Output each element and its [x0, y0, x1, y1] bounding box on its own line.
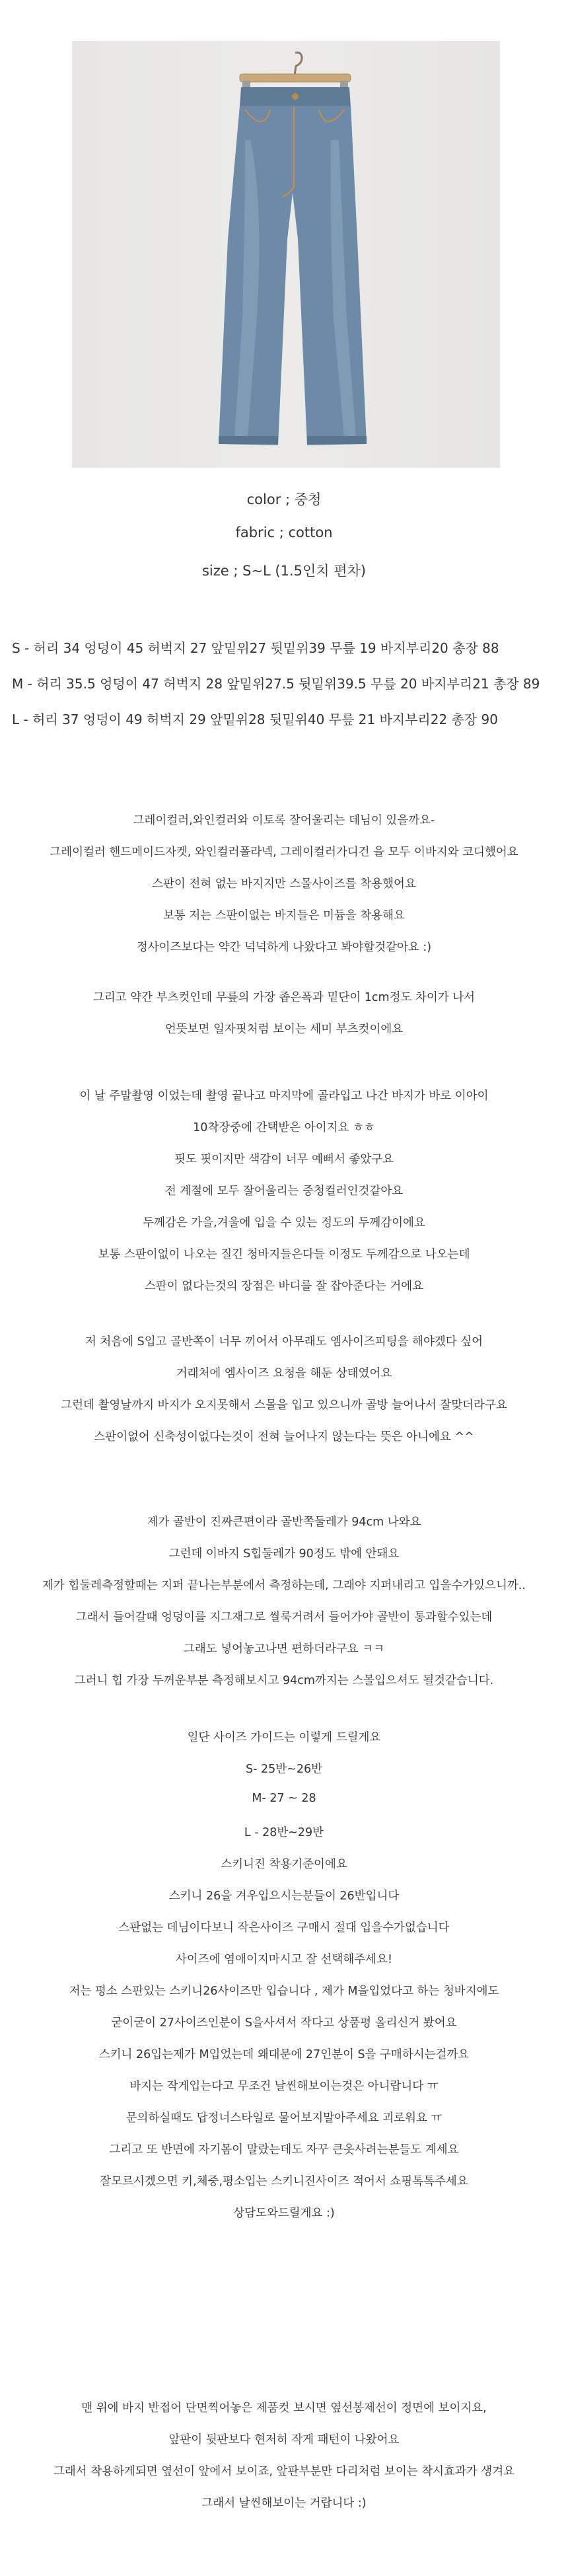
product-size-range: size ; S~L (1.5인치 편차)	[201, 563, 367, 579]
description-line: 스판이없어 신축성이없다는것이 전혀 늘어나지 않는다는 뜻은 아니에요 ^^	[94, 1430, 474, 1444]
description-line: 상담도와드릴게요 :)	[233, 2207, 335, 2220]
description-line: 그런데 촬영날까지 바지가 오지못해서 스몰을 입고 있으니까 골방 늘어나서 잘맞더라구요	[61, 1399, 507, 1412]
size-row-s: S - 허리 34 엉덩이 45 허벅지 27 앞밑위27 뒷밑위39 무릎 19 바지부리20 총장 88	[12, 640, 499, 656]
description-line: 그래서 착용하게되면 옆선이 앞에서 보이죠, 앞판부분만 다리처럼 보이는 착시효과가 생겨요	[53, 2465, 515, 2478]
description-line: M- 27 ~ 28	[252, 1792, 316, 1805]
description-line: 스판이 없다는것의 장점은 바디를 잘 잡아준다는 거에요	[144, 1280, 424, 1293]
description-line: 스키니진 착용기준이에요	[221, 1858, 347, 1871]
description-line: 제가 힙둘레측정할때는 지퍼 끝나는부분에서 측정하는데, 그래야 지퍼내리고 입을수가있으니까..	[42, 1579, 526, 1592]
description-line: 그레이컬러,와인컬러와 이토록 잘어울리는 데님이 있을까요-	[133, 814, 435, 827]
description-line: 언뜻보면 일자핏처럼 보이는 세미 부츠컷이에요	[164, 1023, 404, 1036]
description-line: 정사이즈보다는 약간 넉넉하게 나왔다고 봐야할것같아요 :)	[136, 941, 432, 954]
description-line: 스판이 전혀 없는 바지지만 스몰사이즈를 착용했어요	[152, 877, 416, 891]
description-line: 문의하실때도 답정너스타일로 물어보지말아주세요 괴로워요 ㅠ	[125, 2112, 443, 2125]
description-line: 앞판이 뒷판보다 현저히 작게 패턴이 나왔어요	[168, 2433, 400, 2447]
description-line: 보통 저는 스판이없는 바지들은 미듐을 착용해요	[163, 909, 405, 922]
description-line: 잘모르시겠으면 키,체중,평소입는 스키니진사이즈 적어서 쇼핑톡톡주세요	[100, 2175, 468, 2188]
description-line: 그래서 들어갈때 엉덩이를 지그재그로 씰룩거려서 들어가야 골반이 통과할수있는데	[75, 1611, 493, 1624]
description-line: L - 28반~29반	[244, 1826, 324, 1839]
description-line: 보통 스판이없이 나오는 질긴 청바지들은다들 이정도 두께감으로 나오는데	[98, 1248, 470, 1261]
description-line: 그런데 이바지 S힙둘레가 90정도 밖에 안돼요	[168, 1547, 400, 1561]
description-line: 제가 골반이 진짜큰편이라 골반쪽둘레가 94cm 나와요	[147, 1516, 421, 1529]
description-line: 핏도 핏이지만 색감이 너무 예뻐서 좋았구요	[174, 1153, 394, 1166]
description-line: 굳이굳이 27사이즈인분이 S을사셔서 작다고 상품평 올리신거 봤어요	[111, 2016, 457, 2030]
description-line: 사이즈에 염애이지마시고 잘 선택해주세요!	[176, 1953, 392, 1966]
description-line: 두께감은 가을,겨울에 입을 수 있는 정도의 두께감이에요	[143, 1216, 425, 1230]
description-line: 그래서 날씬해보이는 거랍니다 :)	[201, 2497, 367, 2510]
description-line: 그리고 약간 부츠컷인데 무릎의 가장 좁은폭과 밑단이 1cm정도 차이가 나서	[92, 991, 476, 1004]
description-line: 전 계절에 모두 잘어울리는 중청컬러인것같아요	[164, 1185, 404, 1198]
description-line: 스판없는 데님이다보니 작은사이즈 구매시 절대 입을수가없습니다	[118, 1921, 450, 1934]
description-line: 그래도 넣어놓고나면 편하더라구요 ㅋㅋ	[183, 1642, 385, 1656]
description-line: 스키니 26을 겨우입으시는분들이 26반입니다	[168, 1890, 400, 1903]
jeans-on-hanger-icon	[72, 41, 500, 468]
size-row-l: L - 허리 37 엉덩이 49 허벅지 29 앞밑위28 뒷밑위40 무릎 21 바지부리22 총장 90	[12, 712, 498, 727]
description-line: 그러니 힙 가장 두꺼운부분 측정해보시고 94cm까지는 스몰입으셔도 될것같습니다.	[74, 1674, 494, 1687]
size-row-m: M - 허리 35.5 엉덩이 47 허벅지 28 앞밑위27.5 뒷밑위39.5 무릎 20 바지부리21 총장 89	[12, 676, 540, 692]
description-line: 이 날 주말촬영 이었는데 촬영 끝나고 마지막에 골라입고 나간 바지가 바로 이아이	[79, 1089, 489, 1103]
description-line: 그리고 또 반면에 자기몸이 말랐는데도 자꾸 큰옷사려는분들도 계세요	[109, 2143, 459, 2156]
description-line: 저 처음에 S입고 골반쪽이 너무 끼어서 아무래도 엠사이즈피팅을 해야겠다 싶어	[85, 1335, 483, 1348]
description-line: 그레이컬러 핸드메이드자켓, 와인컬러폴라넥, 그레이컬러가디건 을 모두 이바지와 코디했어요	[50, 846, 518, 859]
product-color: color ; 중청	[246, 492, 322, 507]
description-line: 맨 위에 바지 반접어 단면찍어놓은 제품컷 보시면 옆선봉제선이 정면에 보이지요,	[81, 2402, 487, 2415]
description-line: 스키니 26입는제가 M입었는데 왜대문에 27인분이 S을 구매하시는걸까요	[98, 2048, 470, 2061]
description-line: 바지는 작게입는다고 무조건 날씬해보이는것은 아니랍니다 ㅠ	[129, 2080, 439, 2093]
description-line: S- 25반~26반	[246, 1763, 322, 1776]
description-line: 저는 평소 스판있는 스키니26사이즈만 입습니다 , 제가 M을입었다고 하는 청바지에도	[69, 1985, 499, 1998]
product-fabric: fabric ; cotton	[235, 525, 333, 540]
product-photo	[72, 41, 500, 468]
description-line: 10착장중에 간택받은 아이지요 ㅎㅎ	[193, 1121, 375, 1134]
description-line: 거래처에 엠사이즈 요청을 해둔 상태였어요	[176, 1367, 392, 1380]
description-line: 일단 사이즈 가이드는 이렇게 드릴게요	[187, 1731, 381, 1744]
